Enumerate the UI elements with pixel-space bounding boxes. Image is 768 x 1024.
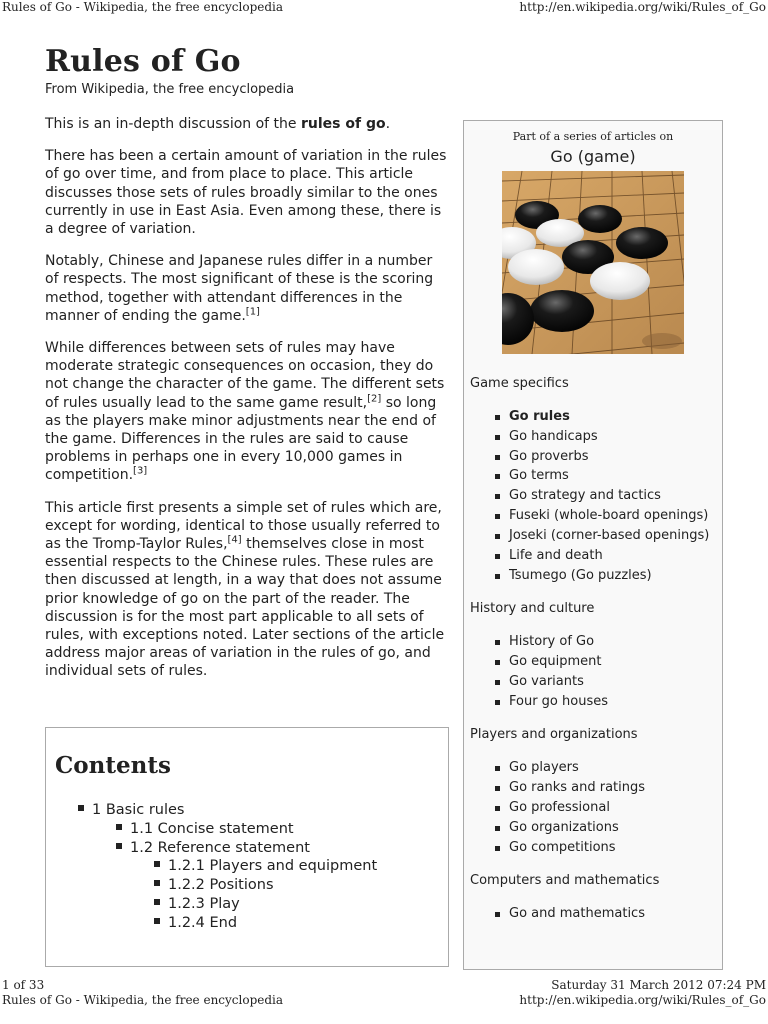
infobox-link[interactable]: Go proverbs [509, 449, 589, 465]
rules-of-go-bold: rules of go [301, 116, 386, 132]
reference-link-1[interactable]: [1] [245, 306, 260, 318]
toc-item[interactable]: 1.2.2 Positions [154, 876, 274, 895]
reference-link-2[interactable]: [2] [367, 392, 382, 404]
print-footer-title: Rules of Go - Wikipedia, the free encyclopedia [2, 993, 284, 1007]
infobox-link[interactable]: Fuseki (whole-board openings) [509, 508, 708, 524]
infobox-link[interactable]: Go terms [509, 468, 569, 484]
bullet-icon [154, 880, 160, 886]
bullet-icon [495, 474, 500, 479]
bullet-icon [495, 806, 500, 811]
infobox-link[interactable]: Go professional [509, 800, 610, 816]
bullet-icon [495, 574, 500, 579]
bullet-icon [78, 805, 84, 811]
infobox-link[interactable]: Life and death [509, 548, 603, 564]
bullet-icon [495, 700, 500, 705]
print-datetime: Saturday 31 March 2012 07:24 PM [551, 978, 766, 992]
table-of-contents [45, 727, 449, 967]
infobox-link[interactable]: Go strategy and tactics [509, 488, 661, 504]
infobox-title[interactable]: Go (game) [550, 147, 636, 166]
toc-item[interactable]: 1.2.4 End [154, 914, 237, 933]
page-title: Rules of Go [45, 44, 241, 79]
toc-item[interactable]: 1.2.1 Players and equipment [154, 857, 377, 876]
bullet-icon [495, 415, 500, 420]
infobox-link[interactable]: Tsumego (Go puzzles) [509, 568, 652, 584]
print-header-url[interactable]: http://en.wikipedia.org/wiki/Rules_of_Go [519, 0, 766, 14]
infobox-link[interactable]: Go and mathematics [509, 906, 645, 922]
toc-heading: Contents [55, 752, 171, 779]
article-body [45, 115, 450, 695]
infobox-link[interactable]: Go variants [509, 674, 584, 690]
page-counter: 1 of 33 [2, 978, 45, 992]
infobox-link-go-rules: Go rules [509, 409, 570, 425]
infobox-section-heading: Computers and mathematics [470, 873, 660, 888]
go-stones-photo [502, 171, 684, 354]
bullet-icon [495, 826, 500, 831]
infobox-link[interactable]: Go players [509, 760, 579, 776]
infobox-section-heading: Players and organizations [470, 727, 638, 742]
toc-item[interactable]: 1.1 Concise statement [116, 820, 294, 839]
infobox-link[interactable]: Go organizations [509, 820, 619, 836]
bullet-icon [154, 918, 160, 924]
infobox-link[interactable]: History of Go [509, 634, 594, 650]
toc-item[interactable]: 1 Basic rules [78, 801, 185, 820]
print-footer-url[interactable]: http://en.wikipedia.org/wiki/Rules_of_Go [519, 993, 766, 1007]
print-footer [0, 978, 768, 1008]
bullet-icon [495, 534, 500, 539]
bullet-icon [116, 843, 122, 849]
intro-paragraph-1: This is an in-depth discussion of the rules of go. [45, 116, 391, 132]
intro-paragraph-5: This article first presents a simple set of rules which are, except for wording, identical to those usually referred to as the Tromp-Taylor Rules,[4] themselves close in most essential respects to the Chinese rules. These rules are then discussed at length, in a way that does not assume prior knowledge of go on the part of the reader. The discussion is for the most part applicable to all sets of rules, with exceptions noted. Later sections of the article address major areas of variation in the rules of go, and individual sets of rules. [45, 499, 445, 680]
bullet-icon [154, 899, 160, 905]
bullet-icon [495, 494, 500, 499]
print-header-title: Rules of Go - Wikipedia, the free encyclopedia [2, 0, 284, 14]
infobox-section-heading: History and culture [470, 601, 595, 616]
toc-item[interactable]: 1.2 Reference statement [116, 839, 310, 858]
infobox-link[interactable]: Go handicaps [509, 429, 598, 445]
intro-paragraph-4: While differences between sets of rules may have moderate strategic consequences on occasion, they do not change the character of the game. The different sets of rules usually lead to the same game result,[2] so long as the players make minor adjustments near the end of the game. Differences in the rules are said to cause problems in perhaps one in every 10,000 games in competition.[3] [45, 340, 445, 484]
bullet-icon [495, 846, 500, 851]
bullet-icon [495, 680, 500, 685]
series-infobox [463, 120, 723, 970]
intro-paragraph-2: There has been a certain amount of variation in the rules of go over time, and from place to place. This article discusses those sets of rules broadly similar to the ones currently in use in East Asia. Even among these, there is a degree of variation. [45, 148, 447, 238]
bullet-icon [154, 861, 160, 867]
bullet-icon [116, 824, 122, 830]
bullet-icon [495, 455, 500, 460]
infobox-above: Part of a series of articles on [512, 130, 674, 143]
bullet-icon [495, 554, 500, 559]
bullet-icon [495, 514, 500, 519]
infobox-link[interactable]: Go equipment [509, 654, 602, 670]
intro-paragraph-3: Notably, Chinese and Japanese rules differ in a number of respects. The most significant of these is the scoring method, together with attendant differences in the manner of ending the game.[1] [45, 253, 434, 324]
infobox-link[interactable]: Go ranks and ratings [509, 780, 645, 796]
bullet-icon [495, 766, 500, 771]
reference-link-3[interactable]: [3] [133, 465, 148, 477]
infobox-link[interactable]: Joseki (corner-based openings) [509, 528, 709, 544]
go-stones-image[interactable] [502, 171, 684, 354]
reference-link-4[interactable]: [4] [227, 534, 242, 546]
infobox-section-heading: Game specifics [470, 376, 569, 391]
bullet-icon [495, 640, 500, 645]
infobox-link[interactable]: Four go houses [509, 694, 608, 710]
page-tagline: From Wikipedia, the free encyclopedia [45, 82, 295, 97]
bullet-icon [495, 435, 500, 440]
print-header [0, 0, 768, 15]
bullet-icon [495, 786, 500, 791]
bullet-icon [495, 660, 500, 665]
toc-item[interactable]: 1.2.3 Play [154, 895, 240, 914]
bullet-icon [495, 912, 500, 917]
infobox-link[interactable]: Go competitions [509, 840, 616, 856]
